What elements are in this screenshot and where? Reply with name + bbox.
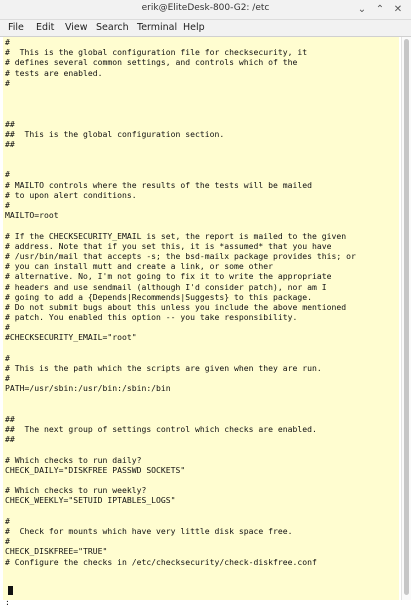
terminal-line: # xyxy=(5,322,10,333)
terminal-line: # MAILTO controls where the results of the tests will be mailed xyxy=(5,179,312,190)
menu-file[interactable]: File xyxy=(8,22,24,33)
terminal-line xyxy=(5,445,356,455)
terminal-line: CHECK_DISKFREE="TRUE" xyxy=(5,546,108,557)
terminal-line: # xyxy=(5,37,10,47)
terminal-line: CHECK_WEEKLY="SETUID IPTABLES_LOGS" xyxy=(5,495,176,506)
terminal-line: # This is the global configuration file for checksecurity, it xyxy=(5,47,308,58)
terminal-scrollbar[interactable] xyxy=(401,37,411,600)
terminal-line xyxy=(5,159,356,169)
terminal-line xyxy=(5,506,356,516)
terminal-line: # Check for mounts which have very little disk space free. xyxy=(5,526,293,536)
terminal-line: : xyxy=(5,597,10,608)
terminal-line: # you can install mutt and create a link, or some other xyxy=(5,261,274,272)
terminal-cursor xyxy=(8,586,13,595)
terminal-line: # xyxy=(5,536,10,547)
terminal-line: # going to add a {Depends|Recommends|Suggests} to this package. xyxy=(5,291,312,302)
terminal-line: # If the CHECKSECURITY_EMAIL is set, the report is mailed to the given xyxy=(5,230,347,241)
terminal-line: # headers and use sendmail (although I'd consider patch), nor am I xyxy=(5,281,327,292)
maximize-button[interactable]: ⌃ xyxy=(375,4,385,15)
menu-help[interactable]: Help xyxy=(183,22,205,33)
terminal-line xyxy=(5,394,356,404)
terminal-line: ## This is the global configuration section. xyxy=(5,128,225,139)
terminal-line: MAILTO=root xyxy=(5,210,59,221)
close-button[interactable]: ✕ xyxy=(393,4,403,15)
terminal-line: # xyxy=(5,515,10,526)
terminal-line xyxy=(5,343,356,353)
terminal-line: # xyxy=(5,352,10,363)
menu-bar xyxy=(0,20,411,37)
terminal-line: # alternative. No, I'm not going to fix it to write the appropriate xyxy=(5,271,332,282)
terminal-line: #CHECKSECURITY_EMAIL="root" xyxy=(5,332,137,343)
terminal-line: # xyxy=(5,373,10,384)
terminal-line: PATH=/usr/sbin:/usr/bin:/sbin:/bin xyxy=(5,383,171,394)
minimize-button[interactable]: ⌄ xyxy=(357,4,367,15)
terminal-line: # Do not submit bugs about this unless you include the above mentioned xyxy=(5,301,347,312)
terminal-line xyxy=(5,587,356,597)
menu-view[interactable]: View xyxy=(65,22,88,33)
menu-edit[interactable]: Edit xyxy=(36,22,55,33)
terminal-line xyxy=(5,567,356,577)
terminal-line xyxy=(5,404,356,414)
terminal-line xyxy=(5,108,356,118)
terminal-line: # tests are enabled. xyxy=(5,67,103,78)
terminal-line xyxy=(5,475,356,485)
terminal-line: ## xyxy=(5,118,15,129)
window-title: erik@EliteDesk-800-G2: /etc xyxy=(141,3,270,13)
terminal-line xyxy=(5,98,356,108)
terminal-line: # xyxy=(5,77,10,88)
terminal-line: # Configure the checks in /etc/checksecurity/check-diskfree.conf xyxy=(5,556,317,567)
terminal-line: # Which checks to run weekly? xyxy=(5,485,147,496)
terminal-lines xyxy=(5,37,356,608)
terminal-line: # address. Note that if you set this, it is *assumed* that you have xyxy=(5,240,332,251)
terminal-line: # xyxy=(5,169,10,180)
menu-terminal[interactable]: Terminal xyxy=(137,22,178,33)
scrollbar-thumb[interactable] xyxy=(404,39,409,595)
terminal-output[interactable] xyxy=(3,37,399,608)
terminal-line: ## xyxy=(5,434,15,445)
terminal-line: # /usr/bin/mail that accepts -s; the bsd-mailx package provides this; or xyxy=(5,250,356,261)
terminal-line: # defines several common settings, and controls which of the xyxy=(5,57,298,68)
terminal-line: ## xyxy=(5,413,15,424)
terminal-line xyxy=(5,577,356,587)
terminal-line: ## xyxy=(5,138,15,149)
terminal-line: # This is the path which the scripts are given when they are run. xyxy=(5,363,322,373)
terminal-line xyxy=(5,149,356,159)
menu-search[interactable]: Search xyxy=(96,22,129,33)
terminal-line: ## The next group of settings control which checks are enabled. xyxy=(5,424,317,435)
terminal-line xyxy=(5,220,356,230)
terminal-line: CHECK_DAILY="DISKFREE PASSWD SOCKETS" xyxy=(5,464,186,475)
terminal-line xyxy=(5,88,356,98)
terminal-line: # to upon alert conditions. xyxy=(5,189,137,200)
terminal-line: # Which checks to run daily? xyxy=(5,454,142,465)
window-titlebar[interactable] xyxy=(0,0,411,20)
terminal-line: # patch. You enabled this option -- you take responsibility. xyxy=(5,312,298,323)
terminal-line: # xyxy=(5,200,10,210)
